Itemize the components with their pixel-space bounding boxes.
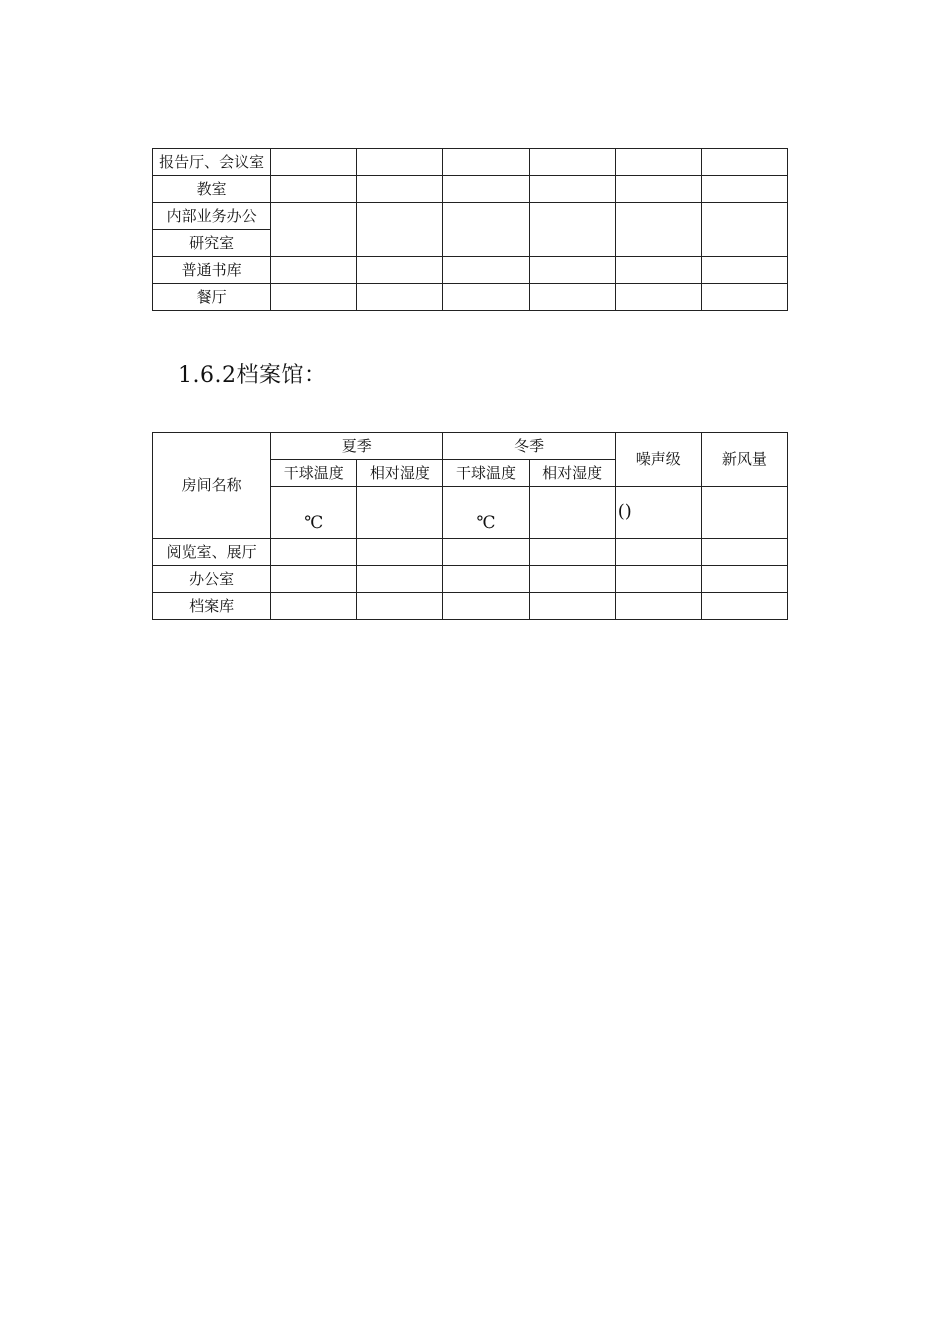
fresh-air-header: 新风量 [701, 433, 787, 487]
table-row [153, 593, 788, 620]
room-requirements-table-1 [152, 148, 788, 311]
winter-humidity-header: 相对湿度 [529, 460, 615, 487]
room-name-cell: 餐厅 [153, 284, 271, 311]
room-name-cell: 普通书库 [153, 257, 271, 284]
winter-dry-bulb-header: 干球温度 [443, 460, 529, 487]
winter-temp-unit: ℃ [443, 487, 529, 539]
section-heading: 1.6.2档案馆： [178, 363, 327, 388]
summer-humidity-header: 相对湿度 [357, 460, 443, 487]
room-name-header: 房间名称 [153, 433, 271, 539]
table-row [153, 149, 788, 176]
noise-unit: () [615, 487, 701, 539]
table-header-row [153, 433, 788, 460]
summer-header: 夏季 [271, 433, 443, 460]
table-row [153, 176, 788, 203]
table-row [153, 203, 788, 230]
table-row [153, 566, 788, 593]
table-row [153, 284, 788, 311]
room-name-cell: 阅览室、展厅 [153, 539, 271, 566]
archive-requirements-table [152, 432, 788, 620]
room-name-cell: 报告厅、会议室 [153, 149, 271, 176]
room-name-cell: 办公室 [153, 566, 271, 593]
summer-temp-unit: ℃ [271, 487, 357, 539]
summer-dry-bulb-header: 干球温度 [271, 460, 357, 487]
room-name-cell: 内部业务办公 [153, 203, 271, 230]
room-name-cell: 教室 [153, 176, 271, 203]
noise-level-header: 噪声级 [615, 433, 701, 487]
table-row [153, 257, 788, 284]
table-row [153, 539, 788, 566]
winter-header: 冬季 [443, 433, 615, 460]
room-name-cell: 档案库 [153, 593, 271, 620]
room-name-cell: 研究室 [153, 230, 271, 257]
